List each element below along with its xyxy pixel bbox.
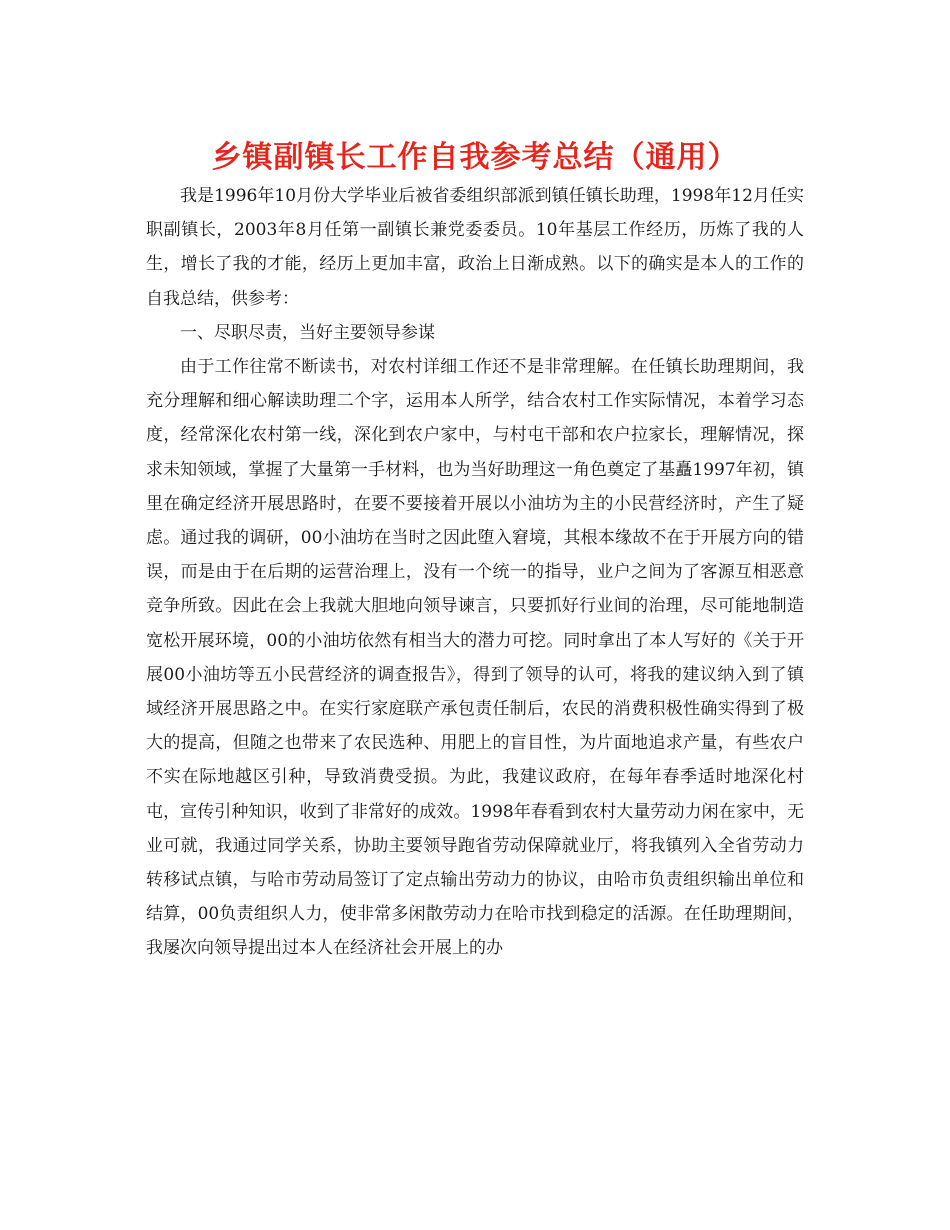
section-heading-1: 一、尽职尽责，当好主要领导参谋 [180,322,435,343]
paragraph-intro: 我是1996年10月份大学毕业后被省委组织部派到镇任镇长助理，1998年12月任实职副镇长，2003年8月任第一副镇长兼党委委员。10年基层工作经历，历炼了我的人生，增长了我的才能，经历上更加丰富，政治上日渐成熟。以下的确实是本人的工作的自我总结，供参考： [146,186,804,309]
document-body [146,179,804,966]
document-title: 乡镇副镇长工作自我参考总结（通用） [211,140,739,175]
paragraph-section-1: 由于工作往常不断读书，对农村详细工作还不是非常理解。在任镇长助理期间，我充分理解和细心解读助理二个字，运用本人所学，结合农村工作实际情况，本着学习态度，经常深化农村第一线，深化到农户家中，与村屯干部和农户拉家长，理解情况，探求未知领域，掌握了大量第一手材料，也为当好助理这一角色奠定了基矗1997年初，镇里在确定经济开展思路时，在要不要接着开展以小油坊为主的小民营经济时，产生了疑虑。通过我的调研，00小油坊在当时之因此堕入窘境，其根本缘故不在于开展方向的错误，而是由于在后期的运营治理上，没有一个统一的指导，业户之间为了客源互相恶意竞争所致。因此在会上我就大胆地向领导谏言，只要抓好行业间的治理，尽可能地制造宽松开展环境，00的小油坊依然有相当大的潜力可挖。同时拿出了本人写好的《关于开展00小油坊等五小民营经济的调查报告》，得到了领导的认可，将我的建议纳入到了镇域经济开展思路之中。在实行家庭联产承包责任制后，农民的消费积极性确实得到了极大的提高，但随之也带来了农民选种、用肥上的盲目性，为片面地追求产量，有些农户不实在际地越区引种，导致消费受损。为此，我建议政府，在每年春季适时地深化村屯，宣传引种知识，收到了非常好的成效。1998年春看到农村大量劳动力闲在家中，无业可就，我通过同学关系，协助主要领导跑省劳动保障就业厅，将我镇列入全省劳动力转移试点镇，与哈市劳动局签订了定点输出劳动力的协议，由哈市负责组织输出单位和结算，00负责组织人力，使非常多闲散劳动力在哈市找到稳定的活源。在任助理期间，我屡次向领导提出过本人在经济社会开展上的办 [146,357,804,959]
